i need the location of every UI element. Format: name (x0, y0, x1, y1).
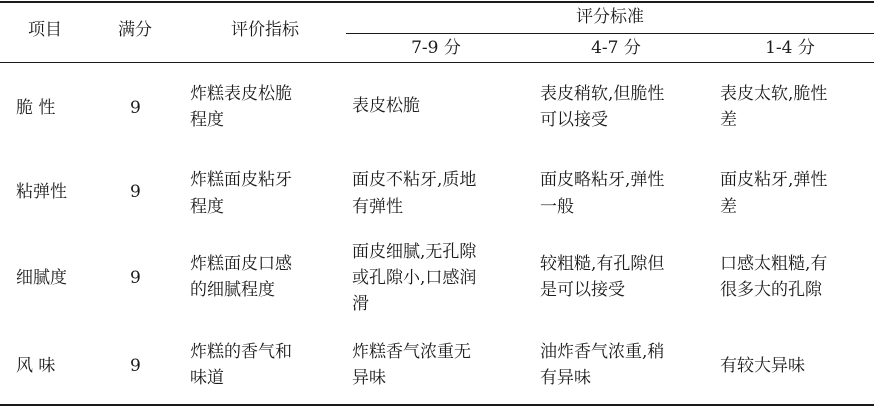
row-indicator-line: 程度 (190, 110, 224, 130)
row-high-line: 表皮松脆 (352, 96, 420, 116)
row-low-line: 差 (720, 110, 737, 130)
header-sub-low: 1-4 分 (765, 38, 815, 58)
row-indicator-line: 炸糕的香气和 (190, 342, 292, 362)
row-low-line: 口感太粗糙,有 (720, 254, 828, 274)
table-top-rule (0, 1, 874, 3)
table-bottom-rule (0, 404, 874, 406)
row-high-line: 炸糕香气浓重无 (352, 342, 471, 362)
row-item: 风 味 (16, 356, 56, 376)
row-high-line: 面皮不粘牙,质地 (352, 170, 477, 190)
header-sub-high: 7-9 分 (411, 38, 461, 58)
header-full-score: 满分 (118, 20, 152, 40)
row-score: 9 (130, 268, 141, 288)
row-mid-line: 一般 (540, 197, 574, 217)
row-mid-line: 较粗糙,有孔隙但 (540, 254, 665, 274)
header-standard: 评分标准 (576, 7, 644, 27)
row-item: 细腻度 (16, 268, 67, 288)
row-high-line: 或孔隙小,口感润 (352, 268, 477, 288)
row-high-line: 异味 (352, 368, 386, 388)
row-indicator-line: 味道 (190, 368, 224, 388)
row-low-line: 表皮太软,脆性 (720, 84, 828, 104)
row-low-line: 很多大的孔隙 (720, 280, 822, 300)
row-high-line: 有弹性 (352, 197, 403, 217)
row-item: 脆 性 (16, 98, 56, 118)
header-item: 项目 (28, 20, 62, 40)
row-low-line: 有较大异味 (720, 356, 805, 376)
header-sub-mid: 4-7 分 (591, 38, 641, 58)
row-mid-line: 有异味 (540, 368, 591, 388)
row-score: 9 (130, 356, 141, 376)
row-mid-line: 油炸香气浓重,稍 (540, 342, 665, 362)
row-mid-line: 面皮略粘牙,弹性 (540, 170, 665, 190)
row-score: 9 (130, 182, 141, 202)
row-indicator-line: 程度 (190, 197, 224, 217)
row-mid-line: 是可以接受 (540, 280, 625, 300)
row-high-line: 面皮细腻,无孔隙 (352, 242, 477, 262)
row-item: 粘弹性 (16, 182, 67, 202)
row-low-line: 差 (720, 197, 737, 217)
row-indicator-line: 炸糕面皮口感 (190, 254, 292, 274)
row-indicator-line: 炸糕面皮粘牙 (190, 170, 292, 190)
row-indicator-line: 炸糕表皮松脆 (190, 84, 292, 104)
standard-sub-rule (346, 33, 874, 34)
header-indicator: 评价指标 (231, 20, 299, 40)
row-mid-line: 表皮稍软,但脆性 (540, 84, 665, 104)
row-score: 9 (130, 98, 141, 118)
row-low-line: 面皮粘牙,弹性 (720, 170, 828, 190)
row-indicator-line: 的细腻程度 (190, 280, 275, 300)
row-high-line: 滑 (352, 294, 369, 314)
header-bottom-rule (0, 62, 874, 63)
row-mid-line: 可以接受 (540, 110, 608, 130)
